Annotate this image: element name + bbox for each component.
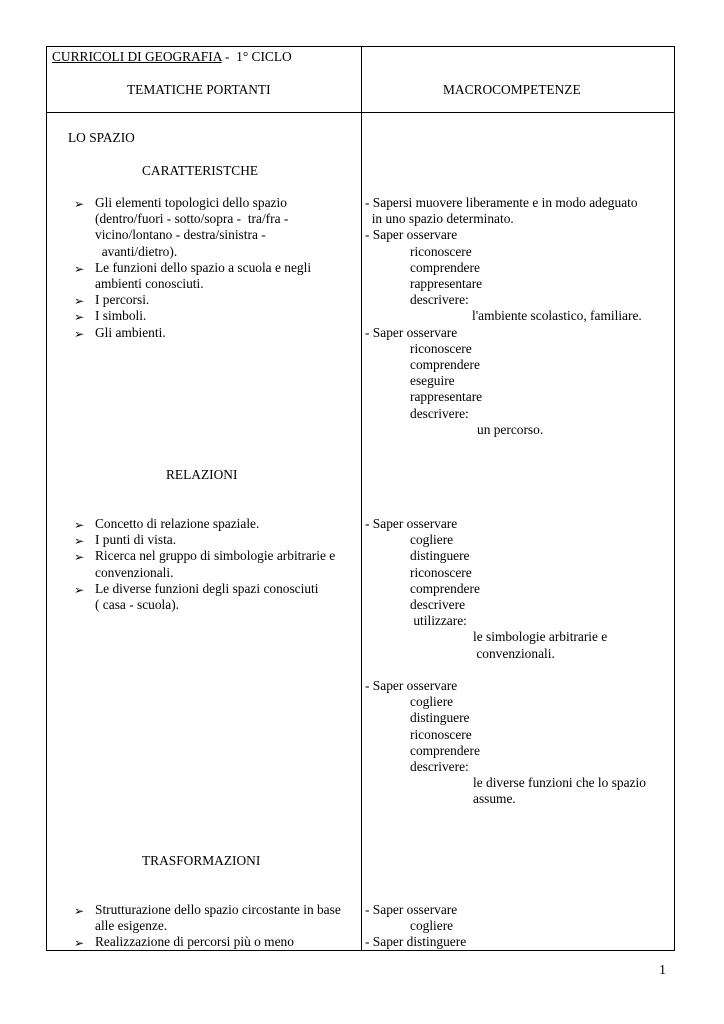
competence-line: riconoscere bbox=[410, 726, 472, 742]
bullet-icon: ➢ bbox=[74, 534, 85, 549]
title-underlined: CURRICOLI DI GEOGRAFIA bbox=[52, 49, 222, 64]
bullet-icon: ➢ bbox=[74, 310, 85, 325]
competence-line: rappresentare bbox=[410, 389, 483, 405]
bullet-icon: ➢ bbox=[74, 582, 85, 597]
competence-line: - Saper osservare bbox=[365, 324, 458, 340]
competence-line: comprendere bbox=[410, 259, 480, 275]
competence-line: un percorso. bbox=[477, 421, 544, 437]
list-item-text: ambienti conosciuti. bbox=[95, 276, 204, 291]
competence-line: comprendere bbox=[410, 580, 480, 596]
bullet-icon: ➢ bbox=[74, 518, 85, 532]
competence-line: riconoscere bbox=[410, 340, 472, 356]
list-item-text: Realizzazione di percorsi più o meno bbox=[95, 934, 294, 950]
list-item-text: avanti/dietro). bbox=[95, 243, 178, 259]
competence-line: le diverse funzioni che lo spazio bbox=[473, 775, 646, 791]
competence-line: comprendere bbox=[410, 357, 480, 372]
bullet-icon: ➢ bbox=[74, 904, 85, 918]
competence-line: - Saper osservare bbox=[365, 516, 458, 531]
competence-line: - Saper osservare bbox=[365, 902, 458, 917]
competence-line: in uno spazio determinato. bbox=[365, 211, 514, 227]
section-heading: RELAZIONI bbox=[166, 467, 238, 482]
competence-line: utilizzare: bbox=[410, 613, 467, 629]
header-divider bbox=[47, 112, 674, 113]
column-header-right: MACROCOMPETENZE bbox=[443, 82, 581, 97]
bullet-icon: ➢ bbox=[74, 197, 85, 211]
column-header-left: TEMATICHE PORTANTI bbox=[127, 82, 271, 97]
competence-line: - Saper osservare bbox=[365, 227, 458, 243]
competence-line: riconoscere bbox=[410, 564, 472, 580]
section-heading: CARATTERISTCHE bbox=[142, 163, 259, 178]
list-item-text: I punti di vista. bbox=[95, 532, 177, 548]
document-title bbox=[52, 49, 292, 65]
list-item-text: I simboli. bbox=[95, 308, 147, 324]
competence-line: rappresentare bbox=[410, 276, 483, 291]
competence-line: descrivere bbox=[410, 597, 466, 612]
list-item-text: alle esigenze. bbox=[95, 918, 168, 934]
list-item-text: (dentro/fuori - sotto/sopra - tra/fra - bbox=[95, 211, 289, 227]
list-item-text: Ricerca nel gruppo di simbologie arbitrarie e bbox=[95, 548, 336, 564]
competence-line: cogliere bbox=[410, 532, 454, 548]
bullet-icon: ➢ bbox=[74, 550, 85, 565]
list-item-text: Gli elementi topologici dello spazio bbox=[95, 195, 287, 210]
competence-line: cogliere bbox=[410, 694, 454, 710]
competence-line: l'ambiente scolastico, familiare. bbox=[472, 308, 642, 324]
list-item-text: Strutturazione dello spazio circostante in base bbox=[95, 902, 341, 917]
column-divider bbox=[361, 47, 362, 950]
competence-line: eseguire bbox=[410, 373, 455, 389]
competence-line: descrivere: bbox=[410, 292, 469, 308]
list-item-text: vicino/lontano - destra/sinistra - bbox=[95, 227, 266, 243]
list-item-text: convenzionali. bbox=[95, 564, 174, 580]
bullet-icon: ➢ bbox=[74, 261, 85, 276]
competence-line: descrivere: bbox=[410, 759, 469, 774]
section-main-title: LO SPAZIO bbox=[68, 130, 135, 145]
bullet-icon: ➢ bbox=[74, 294, 85, 309]
bullet-icon: ➢ bbox=[74, 936, 85, 951]
competence-line: - Sapersi muovere liberamente e in modo adeguato bbox=[365, 195, 638, 210]
list-item-text: Gli ambienti. bbox=[95, 324, 166, 340]
competence-line: distinguere bbox=[410, 548, 470, 564]
competence-line: comprendere bbox=[410, 742, 480, 758]
competence-line: convenzionali. bbox=[473, 645, 555, 661]
bullet-icon: ➢ bbox=[74, 326, 85, 341]
curriculum-table bbox=[46, 46, 675, 951]
competence-line: assume. bbox=[473, 791, 516, 807]
competence-line: riconoscere bbox=[410, 243, 472, 259]
competence-line: - Saper osservare bbox=[365, 678, 458, 693]
competence-line: le simbologie arbitrarie e bbox=[473, 629, 608, 645]
list-item-text: I percorsi. bbox=[95, 292, 150, 308]
page-number: 1 bbox=[659, 963, 666, 978]
competence-line: cogliere bbox=[410, 918, 454, 934]
competence-line: descrivere: bbox=[410, 405, 469, 421]
competence-line: - Saper distinguere bbox=[365, 934, 467, 950]
list-item-text: Concetto di relazione spaziale. bbox=[95, 516, 260, 531]
competence-line: distinguere bbox=[410, 710, 470, 726]
section-heading: TRASFORMAZIONI bbox=[142, 853, 261, 868]
list-item-text: ( casa - scuola). bbox=[95, 597, 180, 612]
list-item-text: Le diverse funzioni degli spazi conosciuti bbox=[95, 580, 319, 596]
list-item-text: Le funzioni dello spazio a scuola e negli bbox=[95, 259, 312, 275]
title-rest: - 1° CICLO bbox=[221, 49, 292, 64]
